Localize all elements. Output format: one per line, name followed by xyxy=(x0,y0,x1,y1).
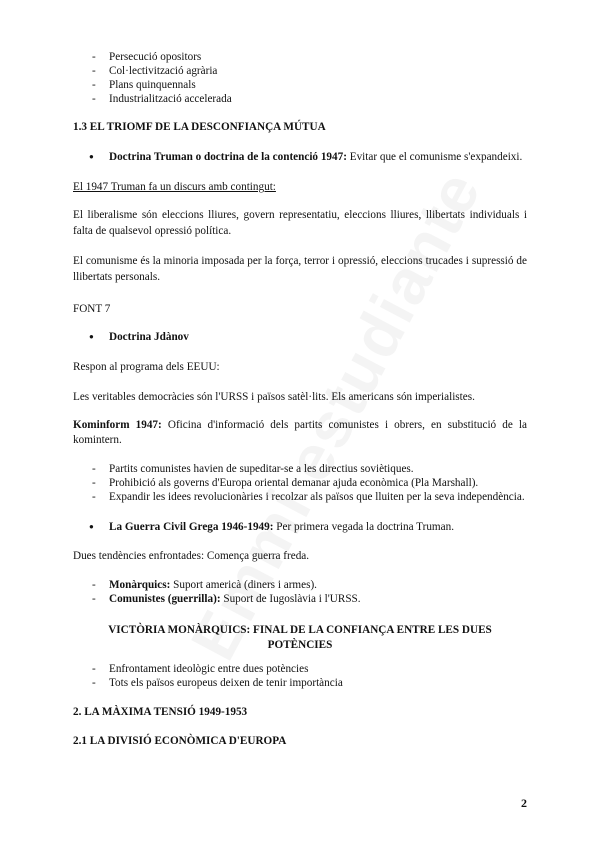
consequences-list xyxy=(73,662,527,690)
paragraph-liberalisme: El liberalisme són eleccions lliures, govern representatiu, eleccions lliures, llibertats individuals i falta de qualsevol opressió política. xyxy=(73,209,527,237)
list-item: - Enfrontament ideològic entre dues potències xyxy=(73,662,527,676)
truman-text: Evitar que el comunisme s'expandeixi. xyxy=(346,151,523,163)
list-item xyxy=(73,520,527,534)
list-item: - Industrialització accelerada xyxy=(73,92,527,106)
page-number: 2 xyxy=(521,796,527,810)
jdanov-list xyxy=(73,330,527,344)
section-heading-1-3: 1.3 EL TRIOMF DE LA DESCONFIANÇA MÚTUA xyxy=(73,121,326,133)
dues-tendencies-text: Dues tendències enfrontades: Comença guerra freda. xyxy=(73,550,310,562)
truman-list xyxy=(73,150,527,164)
list-item: ● Doctrina Jdànov xyxy=(73,330,527,344)
section-heading-2: 2. LA MÀXIMA TENSIÓ 1949-1953 xyxy=(73,706,248,718)
page-content xyxy=(73,50,527,748)
font-label: FONT 7 xyxy=(73,303,111,315)
list-item: - Expandir les idees revolucionàries i recolzar als països que lluiten per la seva independència. xyxy=(73,490,527,504)
list-item: - Prohibició als governs d'Europa oriental demanar ajuda econòmica (Pla Marshall). xyxy=(73,476,527,490)
kominform-text: Oficina d'informació dels partits comunistes i obrers, en substitució de la komintern. xyxy=(73,419,527,446)
kominform-list xyxy=(73,462,527,504)
list-item: - Partits comunistes havien de supeditar-se a les directius soviètiques. xyxy=(73,462,527,476)
list-item xyxy=(73,592,527,606)
soviet-policies-list xyxy=(73,50,527,106)
paragraph-comunisme: El comunisme és la minoria imposada per la força, terror i opressió, eleccions trucades i supressió de llibertats personals. xyxy=(73,255,527,283)
list-item xyxy=(73,578,527,592)
discurs-heading: El 1947 Truman fa un discurs amb contingut: xyxy=(73,181,276,193)
list-item: - Plans quinquennals xyxy=(73,78,527,92)
monarquics-term: Monàrquics: xyxy=(109,579,171,591)
grega-list xyxy=(73,520,527,534)
victoria-heading: VICTÒRIA MONÀRQUICS: FINAL DE LA CONFIANÇA ENTRE LES DUES POTÈNCIES xyxy=(108,624,492,651)
comunistes-term: Comunistes (guerrilla): xyxy=(109,593,221,605)
grega-term: La Guerra Civil Grega 1946-1949: xyxy=(109,521,274,533)
veritables-text: Les veritables democràcies són l'URSS i països satèl·lits. Els americans són imperialistes. xyxy=(73,391,475,403)
tendencies-list xyxy=(73,578,527,606)
section-heading-2-1: 2.1 LA DIVISIÓ ECONÒMICA D'EUROPA xyxy=(73,735,287,747)
monarquics-text: Suport americà (diners i armes). xyxy=(170,579,317,591)
comunistes-text: Suport de Iugoslàvia i l'URSS. xyxy=(220,593,361,605)
list-item: - Tots els països europeus deixen de tenir importància xyxy=(73,676,527,690)
list-item: - Persecució opositors xyxy=(73,50,527,64)
kominform-term: Kominform 1947: xyxy=(73,419,162,431)
list-item: - Col·lectivització agrària xyxy=(73,64,527,78)
list-item xyxy=(73,150,527,164)
kominform-paragraph xyxy=(73,418,527,448)
respon-text: Respon al programa dels EEUU: xyxy=(73,361,220,373)
truman-term: Doctrina Truman o doctrina de la contenció 1947: xyxy=(109,151,347,163)
grega-text: Per primera vegada la doctrina Truman. xyxy=(273,521,454,533)
